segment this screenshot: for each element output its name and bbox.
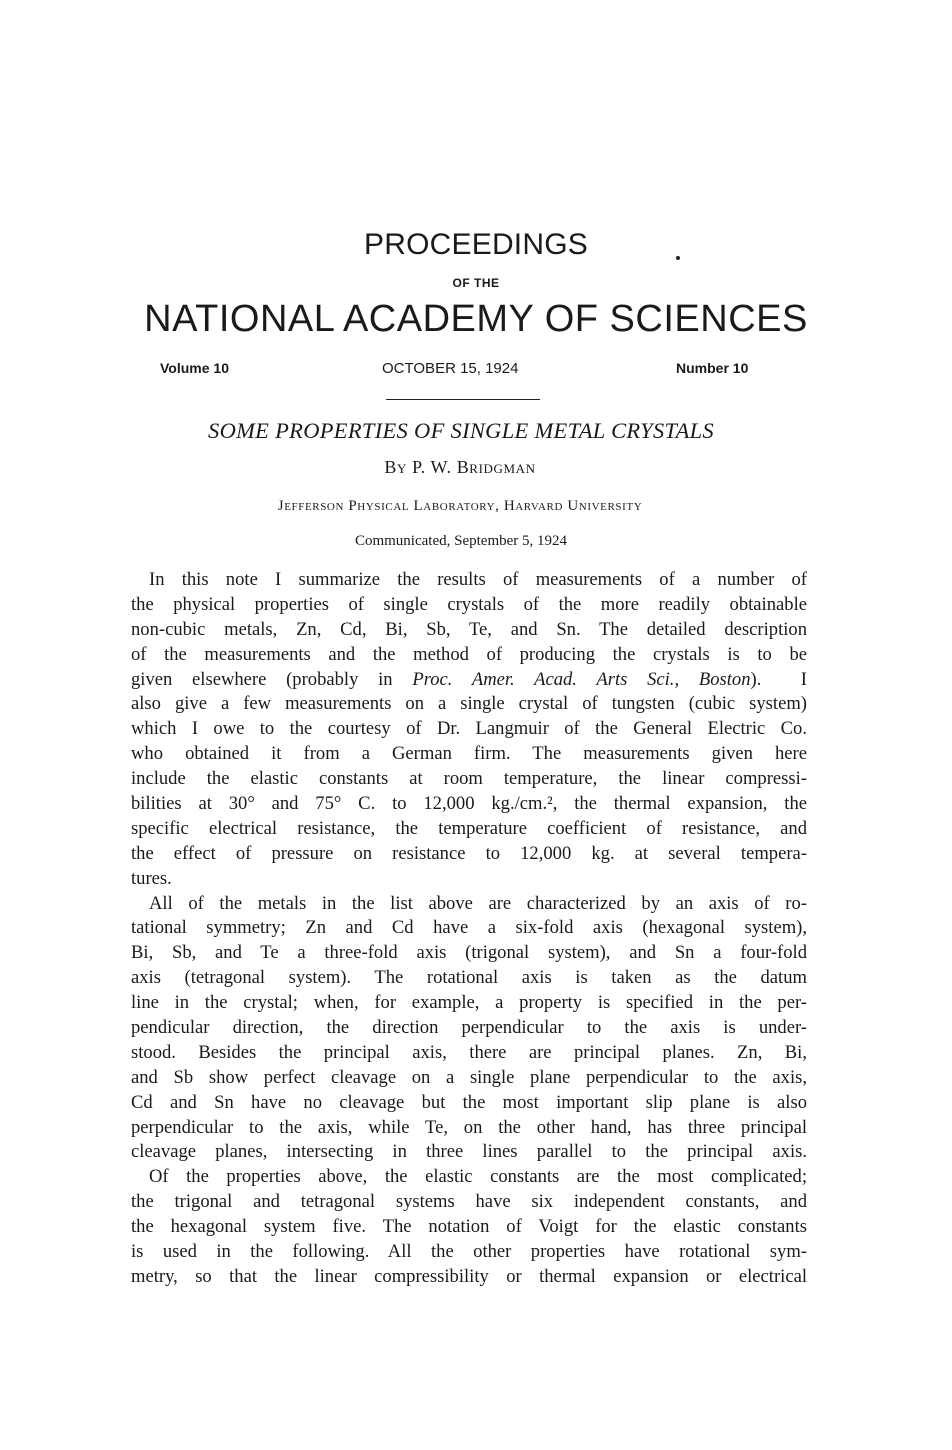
body-line: axis (tetragonal system). The rotational axis is taken as the datum (131, 967, 807, 989)
body-line: the hexagonal system five. The notation of Voigt for the elastic constants (131, 1216, 807, 1238)
body-line: also give a few measurements on a single crystal of tungsten (cubic system) (131, 693, 807, 715)
body-line: non-cubic metals, Zn, Cd, Bi, Sb, Te, and Sn. The detailed description (131, 618, 807, 640)
citation-journal: Proc. Amer. Acad. Arts Sci., Boston (412, 668, 751, 690)
body-line: which I owe to the courtesy of Dr. Langmuir of the General Electric Co. (131, 718, 807, 740)
communicated-date: Communicated, September 5, 1924 (354, 533, 568, 549)
body-line: All of the metals in the list above are characterized by an axis of ro- (149, 892, 807, 914)
body-line: specific electrical resistance, the temperature coefficient of resistance, and (131, 817, 807, 839)
body-line: include the elastic constants at room temperature, the linear compressi- (131, 768, 807, 790)
body-line: is used in the following. All the other properties have rotational sym- (131, 1241, 807, 1263)
body-line: tures. (131, 867, 172, 889)
journal-name-of-the: OF THE (452, 276, 500, 290)
author-affiliation: Jefferson Physical Laboratory, Harvard University (277, 498, 643, 514)
body-line: bilities at 30° and 75° C. to 12,000 kg./cm.², the thermal expansion, the (131, 793, 807, 815)
issue-date: OCTOBER 15, 1924 (382, 360, 519, 377)
body-line: Of the properties above, the elastic constants are the most complicated; (149, 1166, 807, 1188)
body-line: cleavage planes, intersecting in three lines parallel to the principal axis. (131, 1141, 807, 1163)
title-divider (386, 399, 540, 400)
article-title: SOME PROPERTIES OF SINGLE METAL CRYSTALS (208, 418, 714, 443)
body-line: the trigonal and tetragonal systems have six independent constants, and (131, 1191, 807, 1213)
body-line: the physical properties of single crystals of the more readily obtainable (131, 593, 807, 615)
body-line: stood. Besides the principal axis, there are principal planes. Zn, Bi, (131, 1041, 807, 1063)
journal-name-proceedings: PROCEEDINGS (364, 228, 588, 261)
body-line: of the measurements and the method of producing the crystals is to be (131, 643, 807, 665)
body-line: metry, so that the linear compressibility or thermal expansion or electrical (131, 1265, 807, 1287)
body-line-with-citation: given elsewhere (probably in Proc. Amer. Acad. Arts Sci., Boston). I (131, 668, 808, 690)
body-line: and Sb show perfect cleavage on a single plane perpendicular to the axis, (131, 1066, 807, 1088)
print-speck (676, 256, 680, 260)
number-label: Number 10 (676, 360, 749, 376)
article-body (131, 568, 807, 1290)
body-line: who obtained it from a German firm. The measurements given here (131, 743, 807, 765)
body-line: In this note I summarize the results of measurements of a number of (149, 569, 807, 590)
body-line: tational symmetry; Zn and Cd have a six-fold axis (hexagonal system), (131, 917, 807, 939)
body-line: pendicular direction, the direction perpendicular to the axis is under- (131, 1017, 807, 1039)
body-line: the effect of pressure on resistance to 12,000 kg. at several tempera- (131, 842, 807, 864)
issue-info-row (130, 360, 810, 380)
body-line: Cd and Sn have no cleavage but the most important slip plane is also (131, 1091, 807, 1113)
author-byline: By P. W. Bridgman (384, 457, 536, 477)
body-line: perpendicular to the axis, while Te, on the other hand, has three principal (131, 1116, 807, 1138)
journal-name-academy: NATIONAL ACADEMY OF SCIENCES (144, 298, 808, 340)
body-line: line in the crystal; when, for example, a property is specified in the per- (131, 992, 807, 1014)
volume-label: Volume 10 (160, 360, 229, 376)
body-line: Bi, Sb, and Te a three-fold axis (trigonal system), and Sn a four-fold (131, 942, 807, 964)
